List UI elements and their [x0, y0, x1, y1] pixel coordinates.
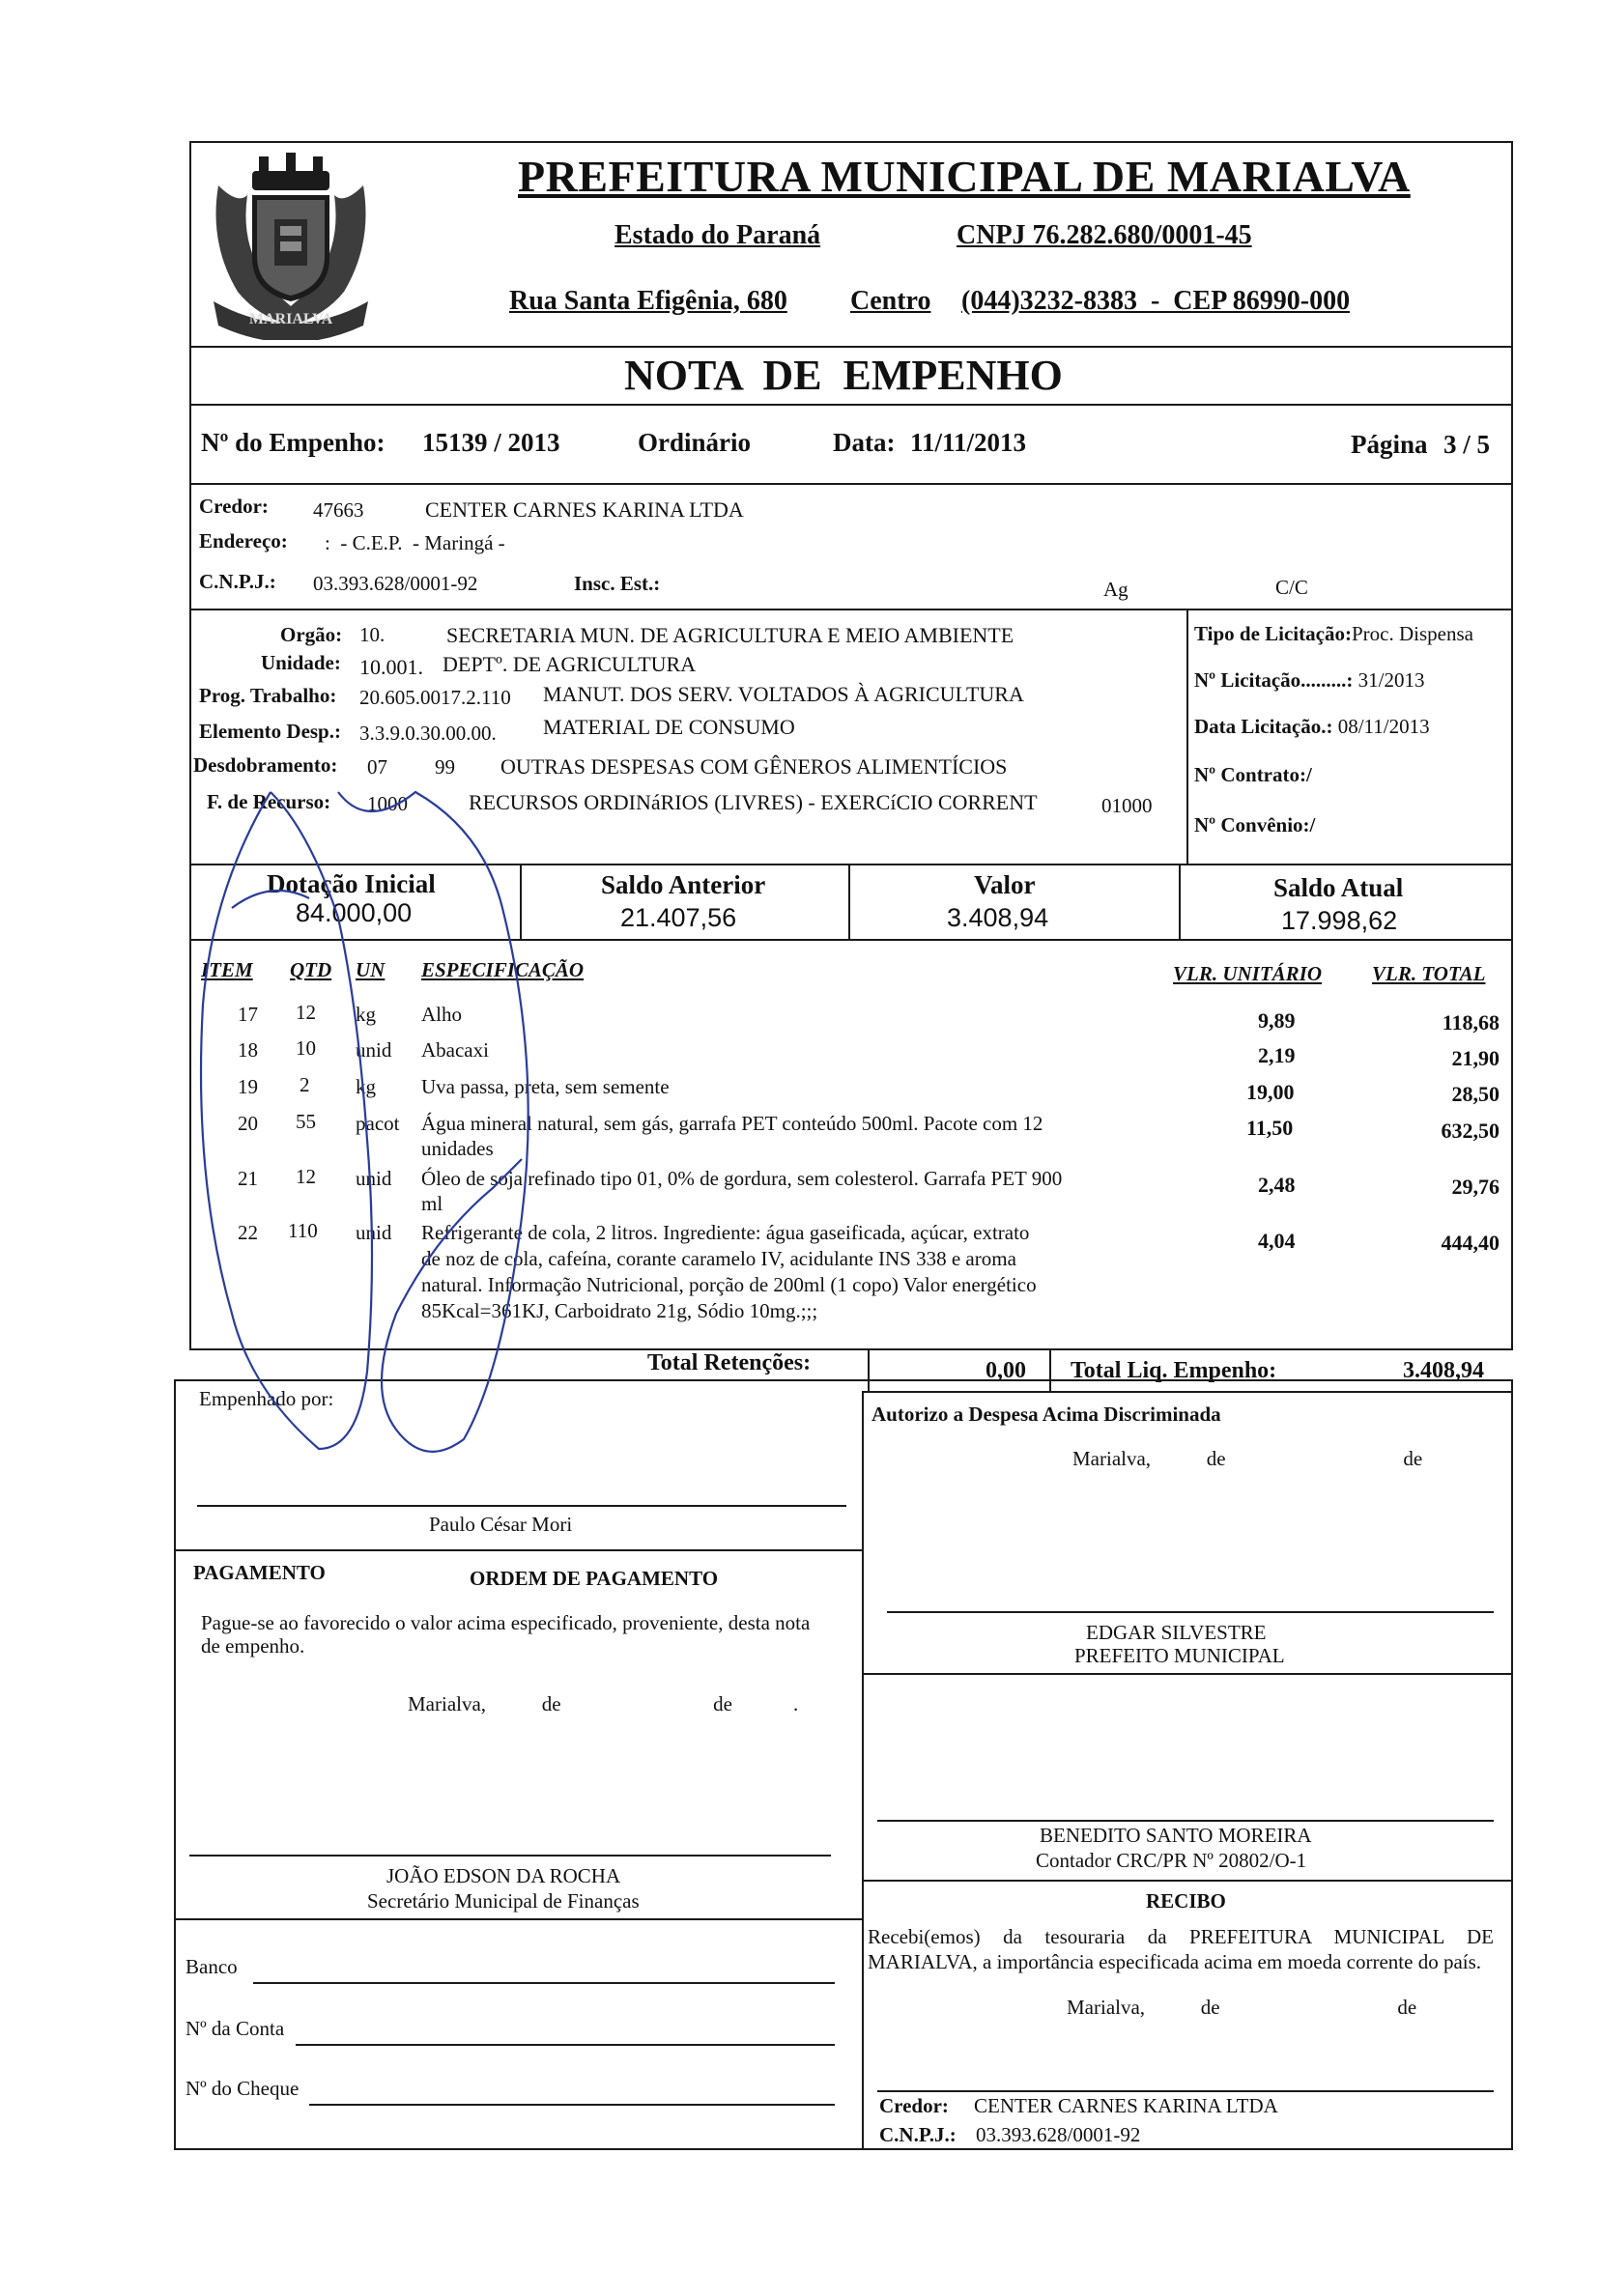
saldo-anterior-value: 21.407,56 — [620, 903, 737, 932]
licitacao-num-label-text: Nº Licitação.........: — [1194, 668, 1354, 692]
item-number: 20 — [238, 1112, 258, 1135]
credor-label: Credor: — [199, 495, 269, 518]
recurso-label: F. de Recurso: — [207, 790, 331, 813]
empenho-date-label: Data: — [833, 428, 896, 457]
desdob-code: 07 — [367, 755, 387, 779]
recibo-place-date: Marialva, de de — [1067, 1996, 1417, 2019]
empenho-number: 15139 / 2013 — [422, 428, 560, 457]
liquido-value: 3.408,94 — [1403, 1358, 1484, 1383]
endereco-label: Endereço: — [199, 529, 288, 553]
retencoes-value: 0,00 — [986, 1358, 1026, 1383]
ordem-pagamento: ORDEM DE PAGAMENTO — [470, 1567, 719, 1590]
page-title: PREFEITURA MUNICIPAL DE MARIALVA — [518, 152, 1411, 201]
item-qtd: 55 — [296, 1110, 316, 1133]
item-number: 18 — [238, 1038, 258, 1062]
pagamento-top-rule — [174, 1549, 862, 1551]
licitacao-num-label — [1194, 668, 1425, 693]
valor-value: 3.408,94 — [947, 903, 1049, 932]
secretario-name: JOÃO EDSON DA ROCHA — [386, 1864, 621, 1887]
header-street: Rua Santa Efigênia, 680 — [509, 286, 787, 316]
item-unit-price: 19,00 — [1246, 1080, 1295, 1104]
item-un: kg — [356, 1075, 376, 1098]
item-desc: Alho — [421, 1003, 462, 1026]
empenhado-signature-line — [197, 1505, 846, 1507]
secretario-signature-line — [189, 1855, 831, 1857]
recibo-credor-name: CENTER CARNES KARINA LTDA — [974, 2094, 1278, 2117]
item-desc: Abacaxi — [421, 1038, 489, 1062]
desdob-label: Desdobramento: — [193, 753, 338, 777]
item-number: 17 — [238, 1003, 258, 1026]
credor-code: 47663 — [313, 498, 364, 522]
prog-code: 20.605.0017.2.110 — [359, 686, 511, 709]
insc-label: Insc. Est.: — [574, 572, 661, 595]
budget-divider — [1186, 609, 1188, 865]
unidade-code: 10.001. — [359, 655, 423, 679]
secretario-title: Secretário Municipal de Finanças — [367, 1889, 640, 1913]
recurso-num: 01000 — [1101, 794, 1153, 817]
prog-name: MANUT. DOS SERV. VOLTADOS À AGRICULTURA — [543, 682, 1024, 706]
col-unit: VLR. UNITÁRIO — [1173, 962, 1323, 985]
unidade-name: DEPTº. DE AGRICULTURA — [443, 652, 697, 676]
recibo-signature-line — [877, 2090, 1494, 2092]
item-un: pacot — [356, 1112, 400, 1135]
item-qtd: 12 — [296, 1165, 316, 1188]
item-number: 21 — [238, 1167, 258, 1190]
item-total: 632,50 — [1441, 1119, 1500, 1143]
retencoes-label: Total Retenções: — [647, 1350, 812, 1375]
credor-name: CENTER CARNES KARINA LTDA — [425, 497, 744, 522]
contador-title: Contador CRC/PR Nº 20802/O-1 — [1036, 1849, 1307, 1872]
conta-label: Nº da Conta — [186, 2017, 285, 2040]
orgao-label: Orgão: — [280, 623, 343, 646]
elemento-name: MATERIAL DE CONSUMO — [543, 715, 795, 739]
col-total: VLR. TOTAL — [1372, 962, 1486, 985]
liquido-label: Total Liq. Empenho: — [1071, 1358, 1277, 1383]
empenhado-name: Paulo César Mori — [429, 1513, 573, 1536]
item-total: 29,76 — [1451, 1175, 1500, 1199]
item-desc: unidades — [421, 1137, 494, 1160]
totals-top-rule — [868, 1348, 1513, 1350]
item-desc: Refrigerante de cola, 2 litros. Ingrediente: água gaseificada, açúcar, extrato — [421, 1221, 1030, 1244]
header-state: Estado do Paraná — [614, 220, 821, 250]
item-un: unid — [356, 1221, 392, 1244]
recibo-cnpj: 03.393.628/0001-92 — [976, 2123, 1141, 2146]
autorizo-top-rule — [862, 1391, 1513, 1393]
saldo-atual-value: 17.998,62 — [1281, 906, 1398, 935]
banco-label: Banco — [186, 1955, 238, 1978]
item-desc: Óleo de soja refinado tipo 01, 0% de gordura, sem colesterol. Garrafa PET 900 — [421, 1167, 1063, 1190]
cnpj-label: C.N.P.J.: — [199, 570, 276, 593]
licitacao-tipo-value: Proc. Dispensa — [1351, 622, 1473, 645]
cc-label: C/C — [1275, 576, 1308, 599]
empenho-date: 11/11/2013 — [910, 428, 1027, 457]
item-unit-price: 2,19 — [1258, 1043, 1296, 1067]
empenho-label: Nº do Empenho: — [201, 428, 386, 457]
licitacao-tipo-label — [1194, 622, 1473, 646]
item-desc: natural. Informação Nutricional, porção de 200ml (1 copo) Valor energético — [421, 1273, 1037, 1296]
item-desc: ml — [421, 1192, 443, 1215]
saldo-atual-label: Saldo Atual — [1273, 873, 1404, 902]
recibo-top-rule — [862, 1880, 1513, 1882]
col-item: ITEM — [201, 958, 253, 981]
orgao-name: SECRETARIA MUN. DE AGRICULTURA E MEIO AMBIENTE — [446, 623, 1014, 647]
contador-signature-line — [877, 1820, 1494, 1822]
lower-box — [174, 1379, 1513, 2150]
coat-of-arms — [199, 147, 383, 340]
elemento-label: Elemento Desp.: — [199, 720, 341, 743]
crest-ribbon-text: MARIALVA — [248, 311, 333, 327]
item-number: 19 — [238, 1075, 258, 1098]
item-desc: Água mineral natural, sem gás, garrafa PET conteúdo 500ml. Pacote com 12 — [421, 1112, 1043, 1135]
page-label: Página — [1351, 430, 1428, 459]
conta-field[interactable] — [296, 2044, 835, 2046]
pagamento-text: Pague-se ao favorecido o valor acima especificado, proveniente, desta nota de empenho. — [201, 1611, 811, 1658]
orgao-code: 10. — [359, 623, 386, 646]
unidade-label: Unidade: — [261, 651, 341, 674]
contrato-label: Nº Contrato:/ — [1194, 763, 1312, 786]
recibo-credor-label: Credor: — [879, 2094, 949, 2117]
licitacao-data-value: 08/11/2013 — [1337, 715, 1430, 738]
item-unit-price: 9,89 — [1258, 1008, 1296, 1033]
recibo-title: RECIBO — [1146, 1889, 1226, 1913]
lower-divider — [862, 1391, 864, 2150]
header-cnpj: CNPJ 76.282.680/0001-45 — [957, 220, 1252, 250]
item-qtd: 10 — [296, 1036, 316, 1060]
item-qtd: 2 — [300, 1073, 310, 1096]
pagamento-place-date: Marialva, de de . — [408, 1692, 799, 1715]
autorizo-place-date: Marialva, de de — [1072, 1447, 1423, 1470]
licitacao-num-value: 31/2013 — [1357, 668, 1425, 692]
desdob-sub: 99 — [435, 755, 455, 779]
banco-field[interactable] — [253, 1982, 835, 1984]
item-unit-price: 11,50 — [1246, 1116, 1294, 1140]
header-phone-cep: (044)3232-8383 - CEP 86990-000 — [961, 286, 1351, 316]
item-unit-price: 4,04 — [1258, 1229, 1296, 1253]
ag-label: Ag — [1103, 578, 1129, 601]
item-desc: de noz de cola, cafeína, corante caramelo IV, acidulante INS 338 e aroma — [421, 1247, 1016, 1270]
header-district: Centro — [850, 286, 931, 316]
pagamento-label: PAGAMENTO — [193, 1561, 326, 1584]
valor-label: Valor — [974, 870, 1036, 899]
prefeito-title: PREFEITO MUNICIPAL — [1074, 1644, 1285, 1667]
contador-name: BENEDITO SANTO MOREIRA — [1040, 1824, 1312, 1847]
item-number: 22 — [238, 1221, 258, 1244]
item-desc: Uva passa, preta, sem semente — [421, 1075, 670, 1098]
dotacao-label: Dotação Inicial — [267, 869, 436, 898]
item-total: 444,40 — [1441, 1231, 1500, 1255]
banco-top-rule — [174, 1918, 862, 1920]
empenho-type: Ordinário — [638, 428, 752, 457]
balances-divider-2 — [848, 864, 850, 941]
prefeito-signature-line — [887, 1611, 1494, 1613]
item-un: kg — [356, 1003, 376, 1026]
item-un: unid — [356, 1167, 392, 1190]
item-un: unid — [356, 1038, 392, 1062]
recurso-name: RECURSOS ORDINáRIOS (LIVRES) - EXERCíCIO CORRENT — [469, 790, 1038, 814]
item-total: 28,50 — [1451, 1082, 1500, 1106]
balances-divider-3 — [1179, 864, 1181, 941]
autorizo-text: Autorizo a Despesa Acima Discriminada — [871, 1403, 1221, 1426]
prefeito-name: EDGAR SILVESTRE — [1086, 1621, 1267, 1644]
item-total: 118,68 — [1442, 1010, 1500, 1035]
item-desc: 85Kcal=361KJ, Carboidrato 21g, Sódio 10mg.;;; — [421, 1299, 818, 1322]
contador-top-rule — [862, 1673, 1513, 1675]
page-number: 3 / 5 — [1443, 430, 1491, 459]
recibo-text: Recebi(emos) da tesouraria da PREFEITURA MUNICIPAL DE MARIALVA, a importância especificada acima em moeda corrente do país. — [868, 1925, 1494, 1973]
col-qtd: QTD — [290, 958, 332, 981]
licitacao-data-label — [1194, 715, 1430, 739]
item-qtd: 110 — [288, 1219, 318, 1242]
col-un: UN — [356, 958, 386, 981]
desdob-name: OUTRAS DESPESAS COM GÊNEROS ALIMENTÍCIOS — [500, 754, 1008, 779]
elemento-code: 3.3.9.0.30.00.00. — [359, 722, 497, 745]
item-qtd: 12 — [296, 1001, 316, 1024]
cheque-label: Nº do Cheque — [186, 2077, 300, 2100]
licitacao-data-label-text: Data Licitação.: — [1194, 715, 1333, 738]
recibo-cnpj-label: C.N.P.J.: — [879, 2123, 957, 2146]
dotacao-value: 84.000,00 — [296, 898, 413, 927]
endereco-value: : - C.E.P. - Maringá - — [325, 531, 505, 554]
licitacao-tipo-label-text: Tipo de Licitação: — [1194, 622, 1352, 645]
recurso-code: 1000 — [367, 792, 408, 815]
doc-title: NOTA DE EMPENHO — [624, 352, 1063, 399]
convenio-label: Nº Convênio:/ — [1194, 813, 1316, 836]
item-total: 21,90 — [1451, 1046, 1500, 1070]
item-unit-price: 2,48 — [1258, 1173, 1296, 1197]
col-espec: ESPECIFICAÇÃO — [421, 958, 585, 981]
cheque-field[interactable] — [309, 2104, 835, 2106]
prog-label: Prog. Trabalho: — [199, 684, 337, 707]
handwritten-signature — [174, 773, 676, 1488]
cnpj-value: 03.393.628/0001-92 — [313, 572, 478, 595]
empenhado-label: Empenhado por: — [199, 1387, 334, 1410]
saldo-anterior-label: Saldo Anterior — [601, 870, 766, 899]
